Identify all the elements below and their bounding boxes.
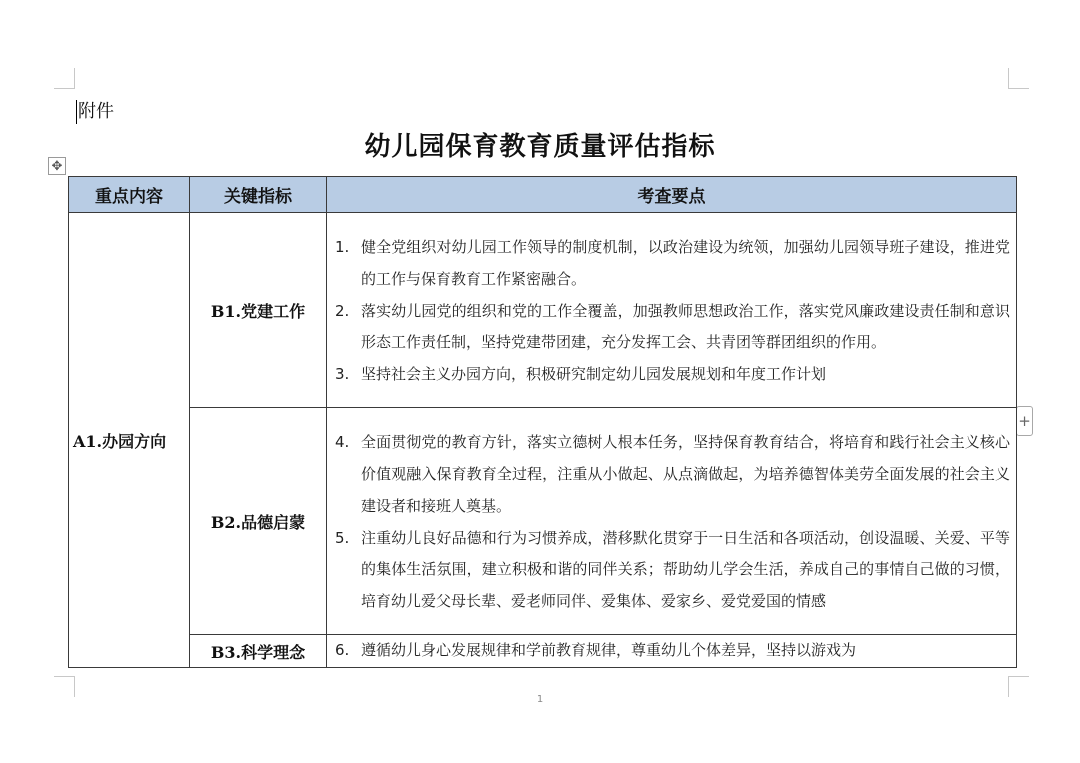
indicator-cell[interactable]: B2.品德启蒙	[190, 408, 327, 635]
header-focus-area[interactable]: 重点内容	[69, 177, 190, 213]
item-number: 6.	[335, 641, 350, 660]
item-text: 遵循幼儿身心发展规律和学前教育规律，尊重幼儿个体差异，坚持以游戏为	[361, 641, 857, 660]
list-item	[327, 427, 1016, 522]
item-number: 1.	[335, 238, 350, 257]
list-item	[327, 296, 1016, 359]
item-text: 落实幼儿园党的组织和党的工作全覆盖，加强教师思想政治工作，落实党风廉政建设责任制和意识形态工作责任制，坚持党建带团建，充分发挥工会、共青团等群团组织的作用。	[361, 301, 1010, 352]
table-row	[69, 213, 1017, 408]
header-checkpoints[interactable]: 考查要点	[327, 177, 1017, 213]
item-number: 2.	[335, 301, 350, 320]
list-item	[327, 232, 1016, 295]
item-number: 3.	[335, 365, 350, 384]
item-number: 5.	[335, 528, 350, 547]
focus-area-cell[interactable]: A1.办园方向	[69, 213, 190, 668]
indicator-cell[interactable]: B3.科学理念	[190, 635, 327, 668]
document-title[interactable]: 幼儿园保育教育质量评估指标	[364, 132, 716, 162]
checkpoints-cell[interactable]	[327, 635, 1017, 668]
move-handle-icon[interactable]: ✥	[48, 157, 66, 175]
plus-icon[interactable]: +	[1016, 406, 1033, 436]
list-item	[327, 523, 1016, 618]
item-text: 坚持社会主义办园方向，积极研究制定幼儿园发展规划和年度工作计划	[361, 365, 827, 384]
crop-mark-top-right	[1008, 68, 1029, 89]
checkpoints-cell[interactable]	[327, 408, 1017, 635]
text-cursor	[76, 100, 77, 124]
crop-mark-top-left	[54, 68, 75, 89]
list-item	[327, 635, 1016, 667]
item-text: 全面贯彻党的教育方针，落实立德树人根本任务，坚持保育教育结合，将培育和践行社会主义核心价值观融入保育教育全过程，注重从小做起、从点滴做起，为培养德智体美劳全面发展的社会主义建设者和接班人奠基。	[361, 433, 1010, 515]
table-row	[69, 408, 1017, 635]
header-indicator[interactable]: 关键指标	[190, 177, 327, 213]
table-header-row	[69, 177, 1017, 213]
checkpoints-cell[interactable]	[327, 213, 1017, 408]
list-item	[327, 359, 1016, 391]
table-row	[69, 635, 1017, 668]
item-number: 4.	[335, 433, 350, 452]
item-text: 注重幼儿良好品德和行为习惯养成，潜移默化贯穿于一日生活和各项活动，创设温暖、关爱、平等的集体生活氛围，建立积极和谐的同伴关系；帮助幼儿学会生活，养成自己的事情自己做的习惯，培育幼儿爱父母长辈、爱老师同伴、爱集体、爱家乡、爱党爱国的情感	[361, 528, 1010, 610]
item-text: 健全党组织对幼儿园工作领导的制度机制，以政治建设为统领，加强幼儿园领导班子建设，推进党的工作与保育教育工作紧密融合。	[361, 238, 1010, 288]
evaluation-table	[68, 176, 1017, 668]
attachment-label[interactable]: 附件	[78, 101, 114, 122]
indicator-cell[interactable]: B1.党建工作	[190, 213, 327, 408]
page-number: 1	[536, 694, 544, 705]
